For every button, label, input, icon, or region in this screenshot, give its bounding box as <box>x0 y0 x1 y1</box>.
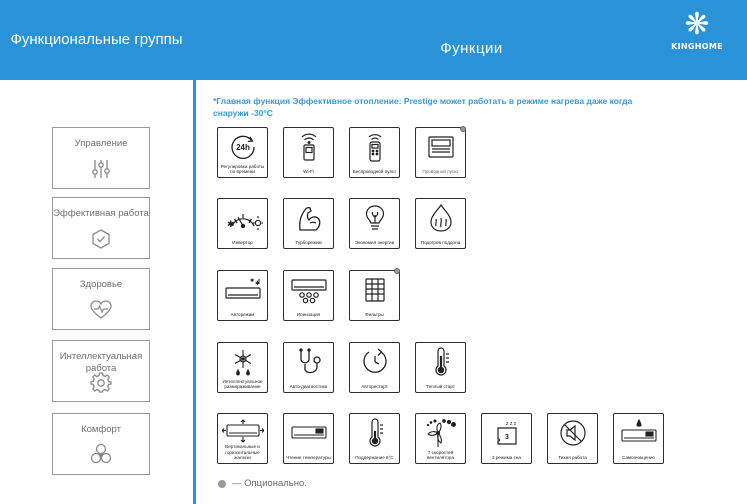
function-label: Ионизация <box>296 311 321 317</box>
function-label: 3 режима сна <box>492 454 521 460</box>
svg-text:✱: ✱ <box>226 220 235 230</box>
optional-dot <box>394 268 400 274</box>
turbo-arm-icon <box>284 204 333 232</box>
function-label: 7 скоростей вентилятора <box>426 449 455 460</box>
tray-heating-icon <box>416 204 465 232</box>
function-label: Авто-диагностика <box>289 383 328 389</box>
svg-text:✱: ✱ <box>249 278 254 284</box>
louvers-icon <box>218 419 267 447</box>
function-warm-start[interactable] <box>415 342 466 393</box>
function-keep-8c[interactable] <box>349 413 400 464</box>
optional-legend <box>218 478 307 489</box>
function-label: Чтение температуры <box>286 454 331 460</box>
main-function-note: *Главная функция Эффективное отопление: Prestige может работать в режиме нагрева даже когда снаружи -30°С <box>213 96 633 118</box>
group-control[interactable] <box>52 127 150 189</box>
function-wireless-remote[interactable] <box>349 127 400 178</box>
snowflake-flower-icon: ❋ <box>684 8 710 41</box>
function-quiet[interactable] <box>547 413 598 464</box>
heart-pulse-icon <box>53 299 149 321</box>
function-label: Wi-Fi <box>303 168 314 174</box>
function-label: Самоочищение <box>622 454 655 460</box>
function-filters[interactable] <box>349 270 400 321</box>
lightbulb-icon <box>350 204 399 232</box>
group-intelligent[interactable] <box>52 340 150 402</box>
function-wifi[interactable] <box>283 127 334 178</box>
wireless-remote-icon <box>350 133 399 161</box>
ionizer-ac-icon <box>284 276 333 304</box>
stethoscope-icon <box>284 348 333 376</box>
brand-name: KINGHOME <box>671 42 723 51</box>
function-label: Авторестарт <box>361 383 388 389</box>
groups-header <box>0 0 193 80</box>
function-label: Вертикальные и горизонтальные жалюзи <box>225 444 260 460</box>
function-tray-heating[interactable] <box>415 198 466 249</box>
svg-text:z z z: z z z <box>505 421 516 427</box>
function-label: Авторежим <box>230 311 255 317</box>
function-label: Проводной пульт <box>422 168 459 174</box>
optional-dot <box>218 480 226 488</box>
function-ionization[interactable] <box>283 270 334 321</box>
inverter-icon <box>218 204 267 232</box>
function-label: Беспроводной пульт <box>352 168 397 174</box>
function-self-diagnosis[interactable] <box>283 342 334 393</box>
group-label: Здоровье <box>79 279 123 290</box>
fan-speeds-icon <box>416 419 465 447</box>
legend-text: — Опционально. <box>232 478 307 489</box>
svg-text:3: 3 <box>504 434 509 441</box>
self-clean-icon <box>614 419 663 447</box>
functions-header-title: Функции <box>440 40 503 57</box>
function-label: Экономия энергии <box>354 239 395 245</box>
function-fan-speeds[interactable] <box>415 413 466 464</box>
function-energy-saving[interactable] <box>349 198 400 249</box>
function-defrost[interactable] <box>217 342 268 393</box>
sliders-icon <box>53 158 149 180</box>
sleep-modes-icon <box>482 419 531 447</box>
group-label: Эффективная работа <box>53 208 149 219</box>
brand-logo <box>667 8 727 68</box>
function-label: Инвертор <box>232 239 253 245</box>
function-label: Интеллектуальное размораживание <box>222 378 263 389</box>
svg-text:24h: 24h <box>235 143 250 152</box>
function-turbo[interactable] <box>283 198 334 249</box>
function-label: Фильтры <box>365 311 384 317</box>
function-auto-restart[interactable] <box>349 342 400 393</box>
fan-icon <box>53 442 149 466</box>
function-wired-remote[interactable] <box>415 127 466 178</box>
thermometer-8-icon <box>350 419 399 447</box>
function-label: Тихая работа <box>558 454 587 460</box>
group-label: Интеллектуальная работа <box>59 351 143 374</box>
mute-icon <box>548 419 597 447</box>
defrost-icon <box>218 348 267 376</box>
function-label: Теплый старт <box>426 383 455 389</box>
function-inverter[interactable] <box>217 198 268 249</box>
function-temp-reading[interactable] <box>283 413 334 464</box>
wifi-icon <box>284 133 333 161</box>
functions-header <box>196 0 747 80</box>
shield-check-icon <box>53 228 149 250</box>
temp-reading-ac-icon <box>284 419 333 447</box>
group-label: Управление <box>74 138 128 149</box>
filter-icon <box>350 276 399 304</box>
svg-text:✱: ✱ <box>254 280 260 287</box>
gear-icon <box>53 371 149 393</box>
optional-dot <box>460 126 466 132</box>
wired-remote-icon <box>416 133 465 161</box>
function-louvers[interactable] <box>217 413 268 464</box>
function-self-clean[interactable] <box>613 413 664 464</box>
thermometer-icon <box>416 348 465 376</box>
function-label: Подогрев поддона <box>420 239 461 245</box>
auto-mode-ac-icon <box>218 276 267 304</box>
group-health[interactable] <box>52 268 150 330</box>
function-label: Турборежим <box>295 239 322 245</box>
function-label: Поддержание 8°C <box>355 454 394 460</box>
auto-restart-icon <box>350 348 399 376</box>
function-timer[interactable] <box>217 127 268 178</box>
function-label: Регулировка работы по времени <box>220 163 265 174</box>
group-label: Комфорт <box>81 424 121 435</box>
groups-header-title: Функциональные группы <box>10 31 183 48</box>
timer-24h-icon <box>218 133 267 161</box>
group-comfort[interactable] <box>52 413 150 475</box>
function-auto-mode[interactable] <box>217 270 268 321</box>
group-efficiency[interactable] <box>52 197 150 259</box>
function-sleep-modes[interactable] <box>481 413 532 464</box>
